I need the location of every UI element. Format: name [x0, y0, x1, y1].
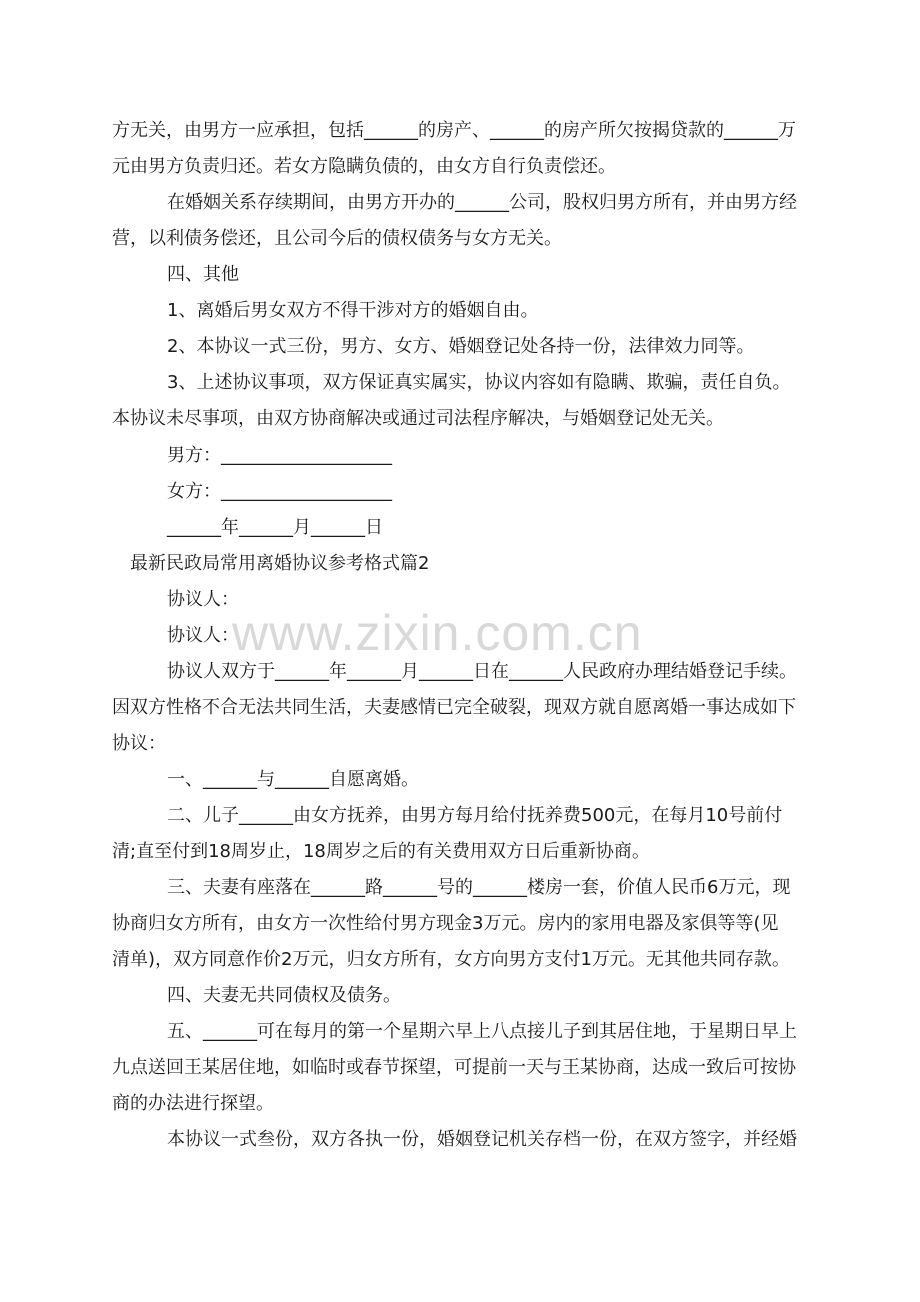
- section-title: 最新民政局常用离婚协议参考格式篇2: [130, 553, 430, 574]
- text-line: 本协议未尽事项，由双方协商解决或通过司法程序解决，与婚姻登记处无关。: [112, 408, 724, 429]
- text-line: 协议人双方于______年______月______日在______人民政府办理结婚登记手续。: [167, 661, 797, 682]
- text-line: 在婚姻关系存续期间，由男方开办的______公司，股权归男方所有，并由男方经: [167, 192, 797, 213]
- text-line: 2、本协议一式三份，男方、女方、婚姻登记处各持一份，法律效力同等。: [167, 336, 755, 357]
- signature-male: 男方：___________________: [167, 445, 392, 466]
- text-line: 3、上述协议事项，双方保证真实属实，协议内容如有隐瞒、欺骗，责任自负。: [167, 372, 791, 393]
- date-line: ______年______月______日: [167, 517, 383, 538]
- text-line: 一、______与______自愿离婚。: [167, 769, 419, 790]
- party-line: 协议人：: [167, 589, 239, 610]
- party-line: 协议人：: [167, 625, 239, 646]
- text-line: 三、夫妻有座落在______路______号的______楼房一套，价值人民币6万元，现: [167, 877, 791, 898]
- text-line: 五、______可在每月的第一个星期六早上八点接儿子到其居住地，于星期日早上: [167, 1021, 797, 1042]
- signature-female: 女方：___________________: [167, 481, 392, 502]
- text-line: 本协议一式叁份，双方各执一份，婚姻登记机关存档一份，在双方签字，并经婚: [167, 1129, 797, 1150]
- text-line: 协商归女方所有，由女方一次性给付男方现金3万元。房内的家用电器及家俱等等(见: [112, 913, 779, 934]
- text-line: 协议：: [112, 733, 166, 754]
- watermark: www.zixin.com.cn: [232, 605, 643, 661]
- text-line: 元由男方负责归还。若女方隐瞒负债的，由女方自行负责偿还。: [112, 156, 616, 177]
- text-line: 二、儿子______由女方抚养，由男方每月给付抚养费500元，在每月10号前付: [167, 805, 783, 826]
- text-line: 四、夫妻无共同债权及债务。: [167, 985, 401, 1006]
- text-line: 方无关，由男方一应承担，包括______的房产、______的房产所欠按揭贷款的______万: [112, 120, 796, 141]
- text-line: 营，以利债务偿还，且公司今后的债权债务与女方无关。: [112, 228, 562, 249]
- section-heading: 四、其他: [167, 264, 239, 285]
- text-line: 九点送回王某居住地，如临时或春节探望，可提前一天与王某协商，达成一致后可按协: [112, 1057, 796, 1078]
- text-line: 清单)，双方同意作价2万元，归女方所有，女方向男方支付1万元。无其他共同存款。: [112, 949, 790, 970]
- text-line: 清;直至付到18周岁止，18周岁之后的有关费用双方日后重新协商。: [112, 841, 650, 862]
- text-line: 商的办法进行探望。: [112, 1093, 274, 1114]
- text-line: 因双方性格不合无法共同生活，夫妻感情已完全破裂，现双方就自愿离婚一事达成如下: [112, 697, 796, 718]
- text-line: 1、离婚后男女双方不得干涉对方的婚姻自由。: [167, 300, 539, 321]
